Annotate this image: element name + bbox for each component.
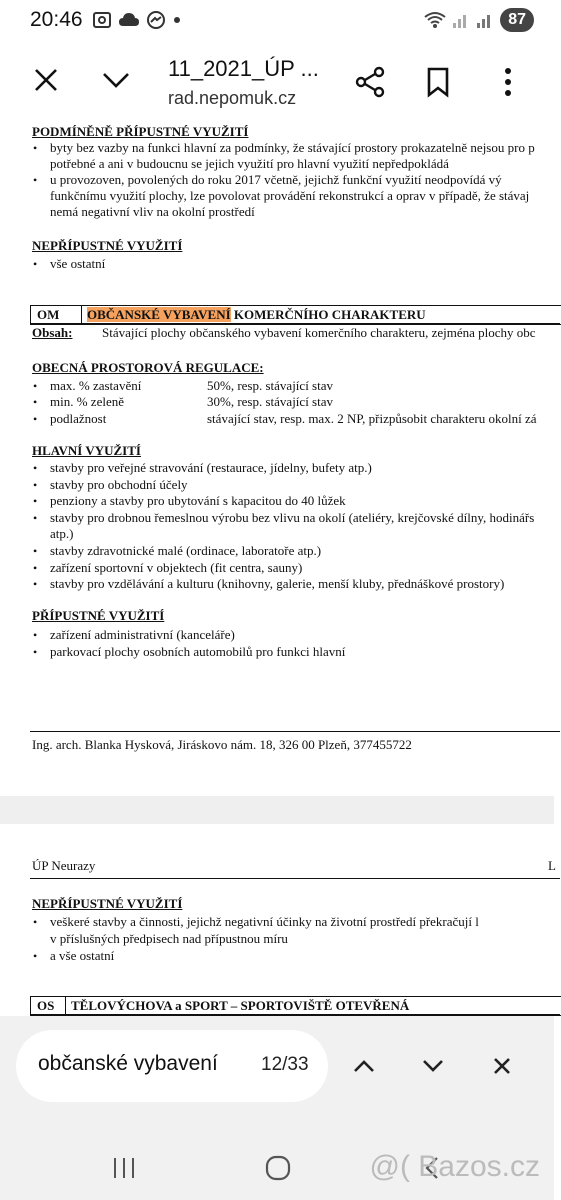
list-item: penziony a stavby pro ubytování s kapacitou do 40 lůžek — [50, 493, 346, 508]
signal-icon-2 — [476, 11, 494, 29]
recents-button[interactable] — [102, 1146, 146, 1190]
list-item: parkovací plochy osobních automobilů pro funkci hlavní — [50, 644, 346, 659]
find-next-button[interactable] — [413, 1046, 453, 1086]
table-rule — [30, 323, 560, 324]
bullet: • — [33, 511, 38, 525]
list-item-line: funkčnímu využití plochy, lze povolovat provádění rekonstrukcí a oprav v případě, že stávaj — [50, 188, 530, 203]
find-close-button[interactable] — [482, 1046, 522, 1086]
bullet: • — [33, 461, 38, 475]
share-icon — [355, 66, 385, 98]
bullet: • — [33, 379, 38, 393]
status-right — [424, 8, 534, 32]
page-gap — [0, 796, 554, 824]
home-icon — [265, 1155, 291, 1181]
bullet: • — [33, 173, 38, 187]
list-item: stavby pro vzdělávání a kulturu (knihovny, galerie, menší kluby, přednáškové prostory) — [50, 576, 505, 591]
bullet: • — [33, 395, 38, 409]
find-previous-button[interactable] — [344, 1046, 384, 1086]
list-item-line: potřebné a ani v budoucnu se jejich využití pro hlavní využití nepředpokládá — [50, 156, 449, 171]
chevron-down-icon — [102, 70, 130, 90]
viewer-toolbar — [0, 44, 554, 120]
header-rule — [30, 878, 560, 879]
list-item-line: byty bez vazby na funkci hlavní za podmínky, že stávající prostory prokazatelně nejsou pro p — [50, 140, 535, 155]
list-item: atp.) — [50, 526, 74, 541]
battery-indicator: 87 — [500, 8, 534, 32]
bookmark-button[interactable] — [416, 60, 460, 104]
bullet: • — [33, 577, 38, 591]
list-item: stavby pro veřejné stravování (restaurace, jídelny, bufety atp.) — [50, 460, 372, 475]
more-button[interactable] — [486, 60, 530, 104]
regulation-value: 30%, resp. stávající stav — [207, 394, 333, 409]
status-time: 20:46 — [30, 8, 83, 31]
list-item: stavby pro drobnou řemeslnou výrobu bez vlivu na okolí (ateliéry, krejčovské dílny, hodinářs — [50, 510, 535, 525]
list-item-line: v příslušných předpisech nad přípustnou míru — [50, 931, 288, 946]
regulation-label: podlažnost — [50, 411, 107, 426]
list-item-line: u provozoven, povolených do roku 2017 včetně, jejichž funkční využití neodpovídá vý — [50, 172, 502, 187]
section-heading: PODMÍNĚNĚ PŘÍPUSTNÉ VYUŽITÍ — [32, 124, 249, 139]
section-heading: NEPŘÍPUSTNÉ VYUŽITÍ — [32, 896, 183, 911]
expand-button[interactable] — [94, 58, 138, 102]
screenshot-icon — [92, 10, 112, 30]
share-button[interactable] — [348, 60, 392, 104]
category-title-rest: KOMERČNÍHO CHARAKTERU — [230, 307, 426, 322]
section-heading: HLAVNÍ VYUŽITÍ — [32, 443, 141, 458]
obsah-label: Obsah: — [32, 325, 73, 340]
category-table-row — [30, 996, 561, 1016]
bullet: • — [33, 628, 38, 642]
notification-icons — [92, 10, 182, 30]
category-title — [87, 307, 426, 323]
category-code: OM — [37, 307, 60, 322]
list-item: stavby pro obchodní účely — [50, 477, 188, 492]
find-bar — [0, 1016, 554, 1136]
bullet: • — [33, 561, 38, 575]
bullet: • — [33, 478, 38, 492]
chevron-down-icon — [422, 1059, 444, 1073]
close-icon — [493, 1057, 511, 1075]
list-item: stavby zdravotnické malé (ordinace, laboratoře atp.) — [50, 543, 322, 558]
list-item: zařízení sportovní v objektech (fit centra, sauny) — [50, 560, 303, 575]
status-bar — [0, 0, 554, 44]
system-navigation-bar — [0, 1136, 554, 1200]
list-item: a vše ostatní — [50, 948, 115, 963]
regulation-value: stávající stav, resp. max. 2 NP, přizpůsobit charakteru okolní zá — [207, 411, 537, 426]
section-heading: PŘÍPUSTNÉ VYUŽITÍ — [32, 608, 165, 623]
document-page-2 — [0, 824, 554, 1044]
footer-rule — [30, 731, 560, 732]
list-item: zařízení administrativní (kanceláře) — [50, 627, 235, 642]
document-page — [0, 120, 554, 796]
category-code: OS — [37, 998, 55, 1013]
document-url: rad.nepomuk.cz — [168, 88, 297, 108]
bullet: • — [33, 544, 38, 558]
watermark: @( Bazos.cz — [369, 1150, 540, 1183]
find-input[interactable] — [16, 1030, 328, 1102]
messenger-icon — [146, 10, 166, 30]
bullet: • — [33, 412, 38, 426]
document-title: 11_2021_ÚP ... — [168, 56, 319, 81]
bullet: • — [33, 915, 38, 929]
home-button[interactable] — [256, 1146, 300, 1190]
section-heading: OBECNÁ PROSTOROVÁ REGULACE: — [32, 360, 264, 375]
category-title: TĚLOVÝCHOVA a SPORT – SPORTOVIŠTĚ OTEVŘENÁ — [71, 998, 410, 1013]
recents-icon — [112, 1157, 136, 1179]
wifi-icon — [424, 11, 446, 29]
more-vertical-icon — [503, 67, 513, 97]
find-match-count: 12/33 — [261, 1054, 309, 1075]
bullet: • — [33, 257, 38, 271]
obsah-text: Stávající plochy občanského vybavení komerčního charakteru, zejména plochy obc — [102, 325, 536, 340]
regulation-value: 50%, resp. stávající stav — [207, 378, 333, 393]
regulation-label: max. % zastavění — [50, 378, 142, 393]
bullet: • — [33, 494, 38, 508]
search-highlight: OBČANSKÉ VYBAVENÍ — [87, 307, 231, 322]
bullet: • — [33, 645, 38, 659]
close-icon — [33, 67, 59, 93]
list-item-line: veškeré stavby a činnosti, jejichž negativní účinky na životní prostředí překračují l — [50, 914, 479, 929]
bullet: • — [33, 949, 38, 963]
cloud-icon — [118, 10, 140, 30]
section-heading: NEPŘÍPUSTNÉ VYUŽITÍ — [32, 238, 183, 253]
signal-icon — [452, 11, 470, 29]
regulation-label: min. % zeleně — [50, 394, 124, 409]
page-header-left: ÚP Neurazy — [32, 858, 96, 873]
dot-icon — [172, 10, 182, 30]
list-item: vše ostatní — [50, 256, 106, 271]
page-header-right: L — [548, 858, 556, 873]
page-footer: Ing. arch. Blanka Hysková, Jiráskovo nám. 18, 326 00 Plzeň, 377455722 — [32, 737, 412, 752]
table-rule — [30, 1014, 560, 1015]
bullet: • — [33, 141, 38, 155]
bookmark-icon — [426, 67, 450, 97]
close-button[interactable] — [24, 58, 68, 102]
list-item-line: nemá negativní vliv na okolní prostředí — [50, 204, 255, 219]
chevron-up-icon — [353, 1059, 375, 1073]
category-table-row — [30, 305, 561, 325]
find-query[interactable]: občanské vybavení — [38, 1052, 218, 1075]
